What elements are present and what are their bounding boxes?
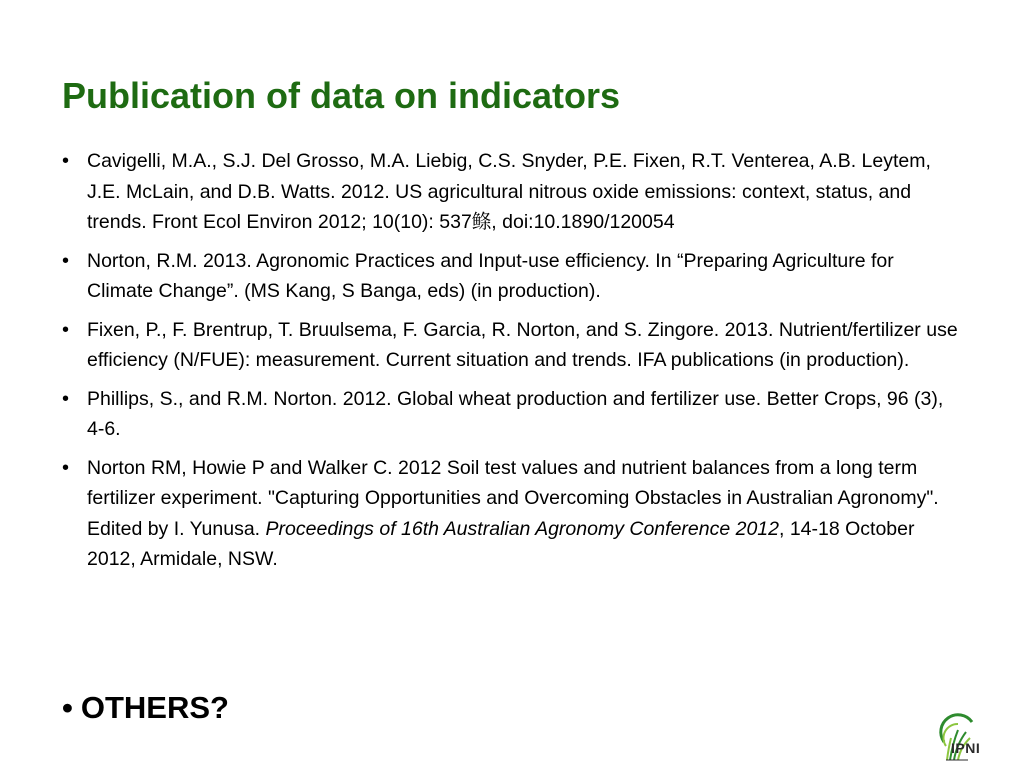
reference-item — [62, 315, 962, 376]
others-heading — [62, 688, 229, 728]
reference-text: Norton, R.M. 2013. Agronomic Practices and Input-use efficiency. In “Preparing Agriculture for Climate Change”. (MS Kang, S Banga, eds) (in production). — [87, 249, 894, 302]
bullet-icon: • — [62, 387, 70, 410]
reference-text: Fixen, P., F. Brentrup, T. Bruulsema, F. Garcia, R. Norton, and S. Zingore. 2013. Nutrient/fertilizer use efficiency (N/FUE): measurement. Current situation and trends. IFA publications (in production). — [87, 318, 958, 371]
reference-text — [87, 457, 939, 571]
bullet-icon: • — [62, 318, 70, 341]
reference-text: Phillips, S., and R.M. Norton. 2012. Global wheat production and fertilizer use. Better Crops, 96 (3), 4-6. — [87, 387, 944, 440]
reference-item — [62, 453, 962, 575]
bullet-icon: • — [62, 456, 70, 479]
reference-item — [62, 384, 962, 445]
reference-text-italic: Proceedings of 16th Australian Agronomy Conference 2012 — [265, 517, 779, 540]
bullet-icon: • — [62, 249, 70, 272]
logo-text: IPNI — [951, 740, 981, 756]
others-text: OTHERS? — [80, 690, 229, 725]
reference-text-before: Norton RM, Howie P and Walker C. 2012 Soil test values and nutrient balances from a long term fertilizer experiment. "Capturing Opportunities and Overcoming Obstacles in Australian Agronomy". Edited by I. Yunusa. — [87, 456, 939, 540]
slide-title: Publication of data on indicators — [62, 75, 621, 116]
reference-text-after: , 14-18 October 2012, Armidale, NSW. — [87, 517, 915, 570]
reference-list — [62, 146, 962, 583]
bullet-icon: • — [62, 690, 73, 725]
reference-item — [62, 146, 962, 238]
reference-text: Cavigelli, M.A., S.J. Del Grosso, M.A. Liebig, C.S. Snyder, P.E. Fixen, R.T. Venterea, A.B. Leytem, J.E. McLain, and D.B. Watts. 2012. US agricultural nitrous oxide emissions: context, status, and trends. Front Ecol Environ 2012; 10(10): 537鲦, doi:10.1890/120054 — [87, 150, 931, 233]
bullet-icon: • — [62, 150, 70, 172]
reference-item — [62, 246, 962, 307]
